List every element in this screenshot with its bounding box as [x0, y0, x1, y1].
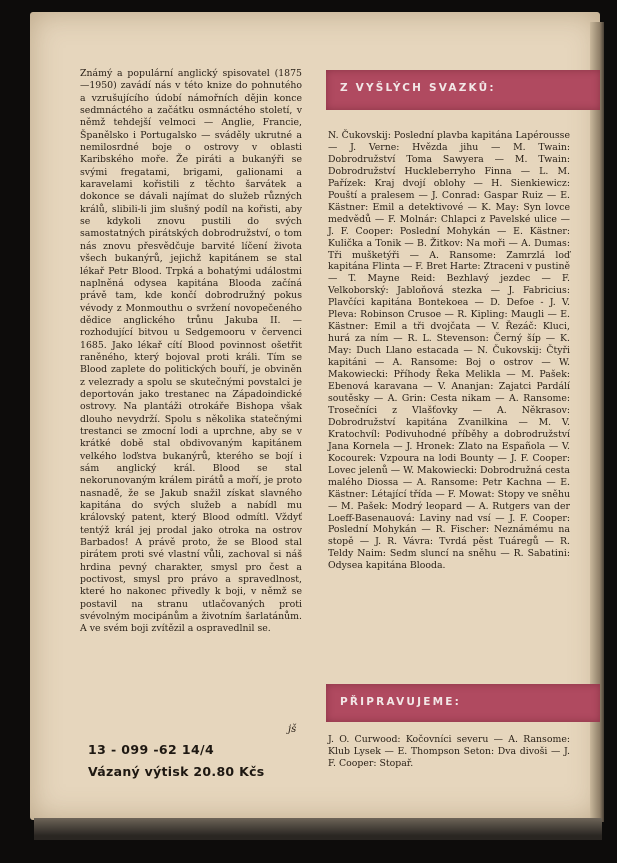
published-volumes-list: N. Čukovskij: Poslední plavba kapitána Lapérousse — J. Verne: Hvězda jihu — M. Twain: Dobrodružství Toma Sawyera — M. Twain: Dobrodružství Huckleberryho Finna — L. M. Pařízek: Kraj dvojí oblohy — H. Sienkiewicz: Pouští a pralesem — J. Conrad: Gaspar Ruiz — E. Kästner: Emil a detektivové — K. May: Syn lovce medvědů — F. Molnár: Chlapci z Pavelské ulice — J. F. Cooper: Poslední Mohykán — E. Kästner: Kulička a Tonik — B. Žitkov: Na moři — A. Dumas: Tři mušketýři — A. Ransome: Zamrzlá loď kapitána Flinta — F. Bret Harte: Ztraceni v pustině — T. Mayne Reid: Bezhlavý jezdec — F. Velkoborský: Jabloňová stezka — J. Fabricius: Plavčíci kapitána Bontekoea — D. Defoe - J. V. Pleva: Robinson Crusoe — R. Kipling: Maugli — E. Kästner: Emil a tři dvojčata — V. Řezáč: Kluci, hurá za ním — R. L. Stevenson: Černý šíp — K. May: Duch Llano estacada — N. Čukovskij: Čtyři kapitáni — A. Ransome: Boj o ostrov — W. Makowiecki: Příhody Řeka Melikla — M. Pašek: Ebenová karavana — V. Ananjan: Zajatci Pardálí soutěsky — A. Grin: Cesta nikam — A. Ransome: Trosečníci z Vlašťovky — A. Někrasov: Dobrodružství kapitána Zvanilkina — M. V. Kratochvíl: Podivuhodné příběhy a dobrodružství Jana Kornela — J. Hronek: Zlato na Española — V. Kocourek: Vzpoura na lodi Bounty — J. F. Cooper: Lovec jelenů — W. Makowiecki: Dobrodružná cesta malého Diossa — A. Ransome: Petr Kachna — E. Kästner: Létající třída — F. Mowat: Stopy ve sněhu — M. Pašek: Modrý leopard — A. Rutgers van der Loeff-Basenauová: Laviny nad vsí — J. F. Cooper: Poslední Mohykán — R. Fischer: Neznámému na stopě — J. R. Vávra: Tvrdá pěst Tuáregů — R. Teldy Naim: Sedm sluncí na sněhu — R. Sabatini: Odysea kapitána Blooda.	[328, 130, 570, 572]
price-line: Vázaný výtisk 20.80 Kčs	[88, 764, 265, 779]
upcoming-band	[326, 684, 600, 722]
published-volumes-band	[326, 70, 600, 110]
published-volumes-title: Z VYŠLÝCH SVAZKŮ:	[340, 82, 496, 94]
book-bottom-edge	[34, 818, 602, 840]
upcoming-list: J. O. Curwood: Kočovníci severu — A. Ransome: Klub Lysek — E. Thompson Seton: Dva divoši — J. F. Cooper: Stopař.	[328, 734, 570, 769]
book-synopsis: Známý a populární anglický spisovatel (1875—1950) zavádí nás v této knize do pohnutého a vzrušujícího údobí námořních dějin konce sedmnáctého a začátku osmnáctého století, v němž tehdejší velmoci — Anglie, Francie, Španělsko i Portugalsko — sváděly ukrutné a nemilosrdné boje o ostrovy v oblasti Karibského moře. Že piráti a bukanýři se svými fregatami, brigami, galionami a karavelami kořistili z těchto šarvátek a dokonce se dávali najímat do služeb různých králů, slibili-li jim slušný podíl na kořisti, aby se kdykoli znovu pustili do svých samostatných pirátských dobrodružství, o tom nás znovu přesvědčuje barvité líčení života všech bukanýrů, jejichž kapitánem se stal lékař Petr Blood. Trpká a bohatými událostmi naplněná odysea kapitána Blooda začíná právě tam, kde končí dobrodružný pokus vévody z Monmouthu o svržení novopečeného dědice anglického trůnu Jakuba II. — rozhodující bitvou u Sedgemooru v červenci 1685. Jako lékař cítí Blood povinnost ošetřit raněného, který bojoval proti králi. Tím se Blood zaplete do politických bouří, je obviněn z velezrady a spolu se skutečnými povstalci je deportován jako trestanec na Západoindické ostrovy. Na plantáži otrokáře Bishopa však dlouho nevydrží. Spolu s několika statečnými trestanci se zmocní lodi a uprchne, aby se v krátké době stal obdivovaným kapitánem velkého loďstva bukanýrů, kterého se bojí i sám anglický král. Blood se stal nekorunovaným králem pirátů a moří, je proto nasnadě, že se Jakub snažil získat slavného kapitána do svých služeb a nabídl mu královský patent, který Blood odmítl. Vždyť tentýž král jej prodal jako otroka na ostrov Barbados! A právě proto, že se Blood stal pirátem proti své vlastní vůli, zachoval si náš hrdina pevný charakter, smysl pro čest a poctivost, smysl pro právo a spravedlnost, které ho nakonec přivedly k boji, v němž se postavil na stranu utlačovaných proti svévolným mocipánům a životním šarlatánům. A ve svém boji zvítězil a ospravedlnil se.	[80, 68, 302, 635]
synopsis-signature: jš	[288, 724, 297, 735]
upcoming-title: PŘIPRAVUJEME:	[340, 696, 462, 708]
catalog-code: 13 - 099 -62 14/4	[88, 742, 215, 757]
